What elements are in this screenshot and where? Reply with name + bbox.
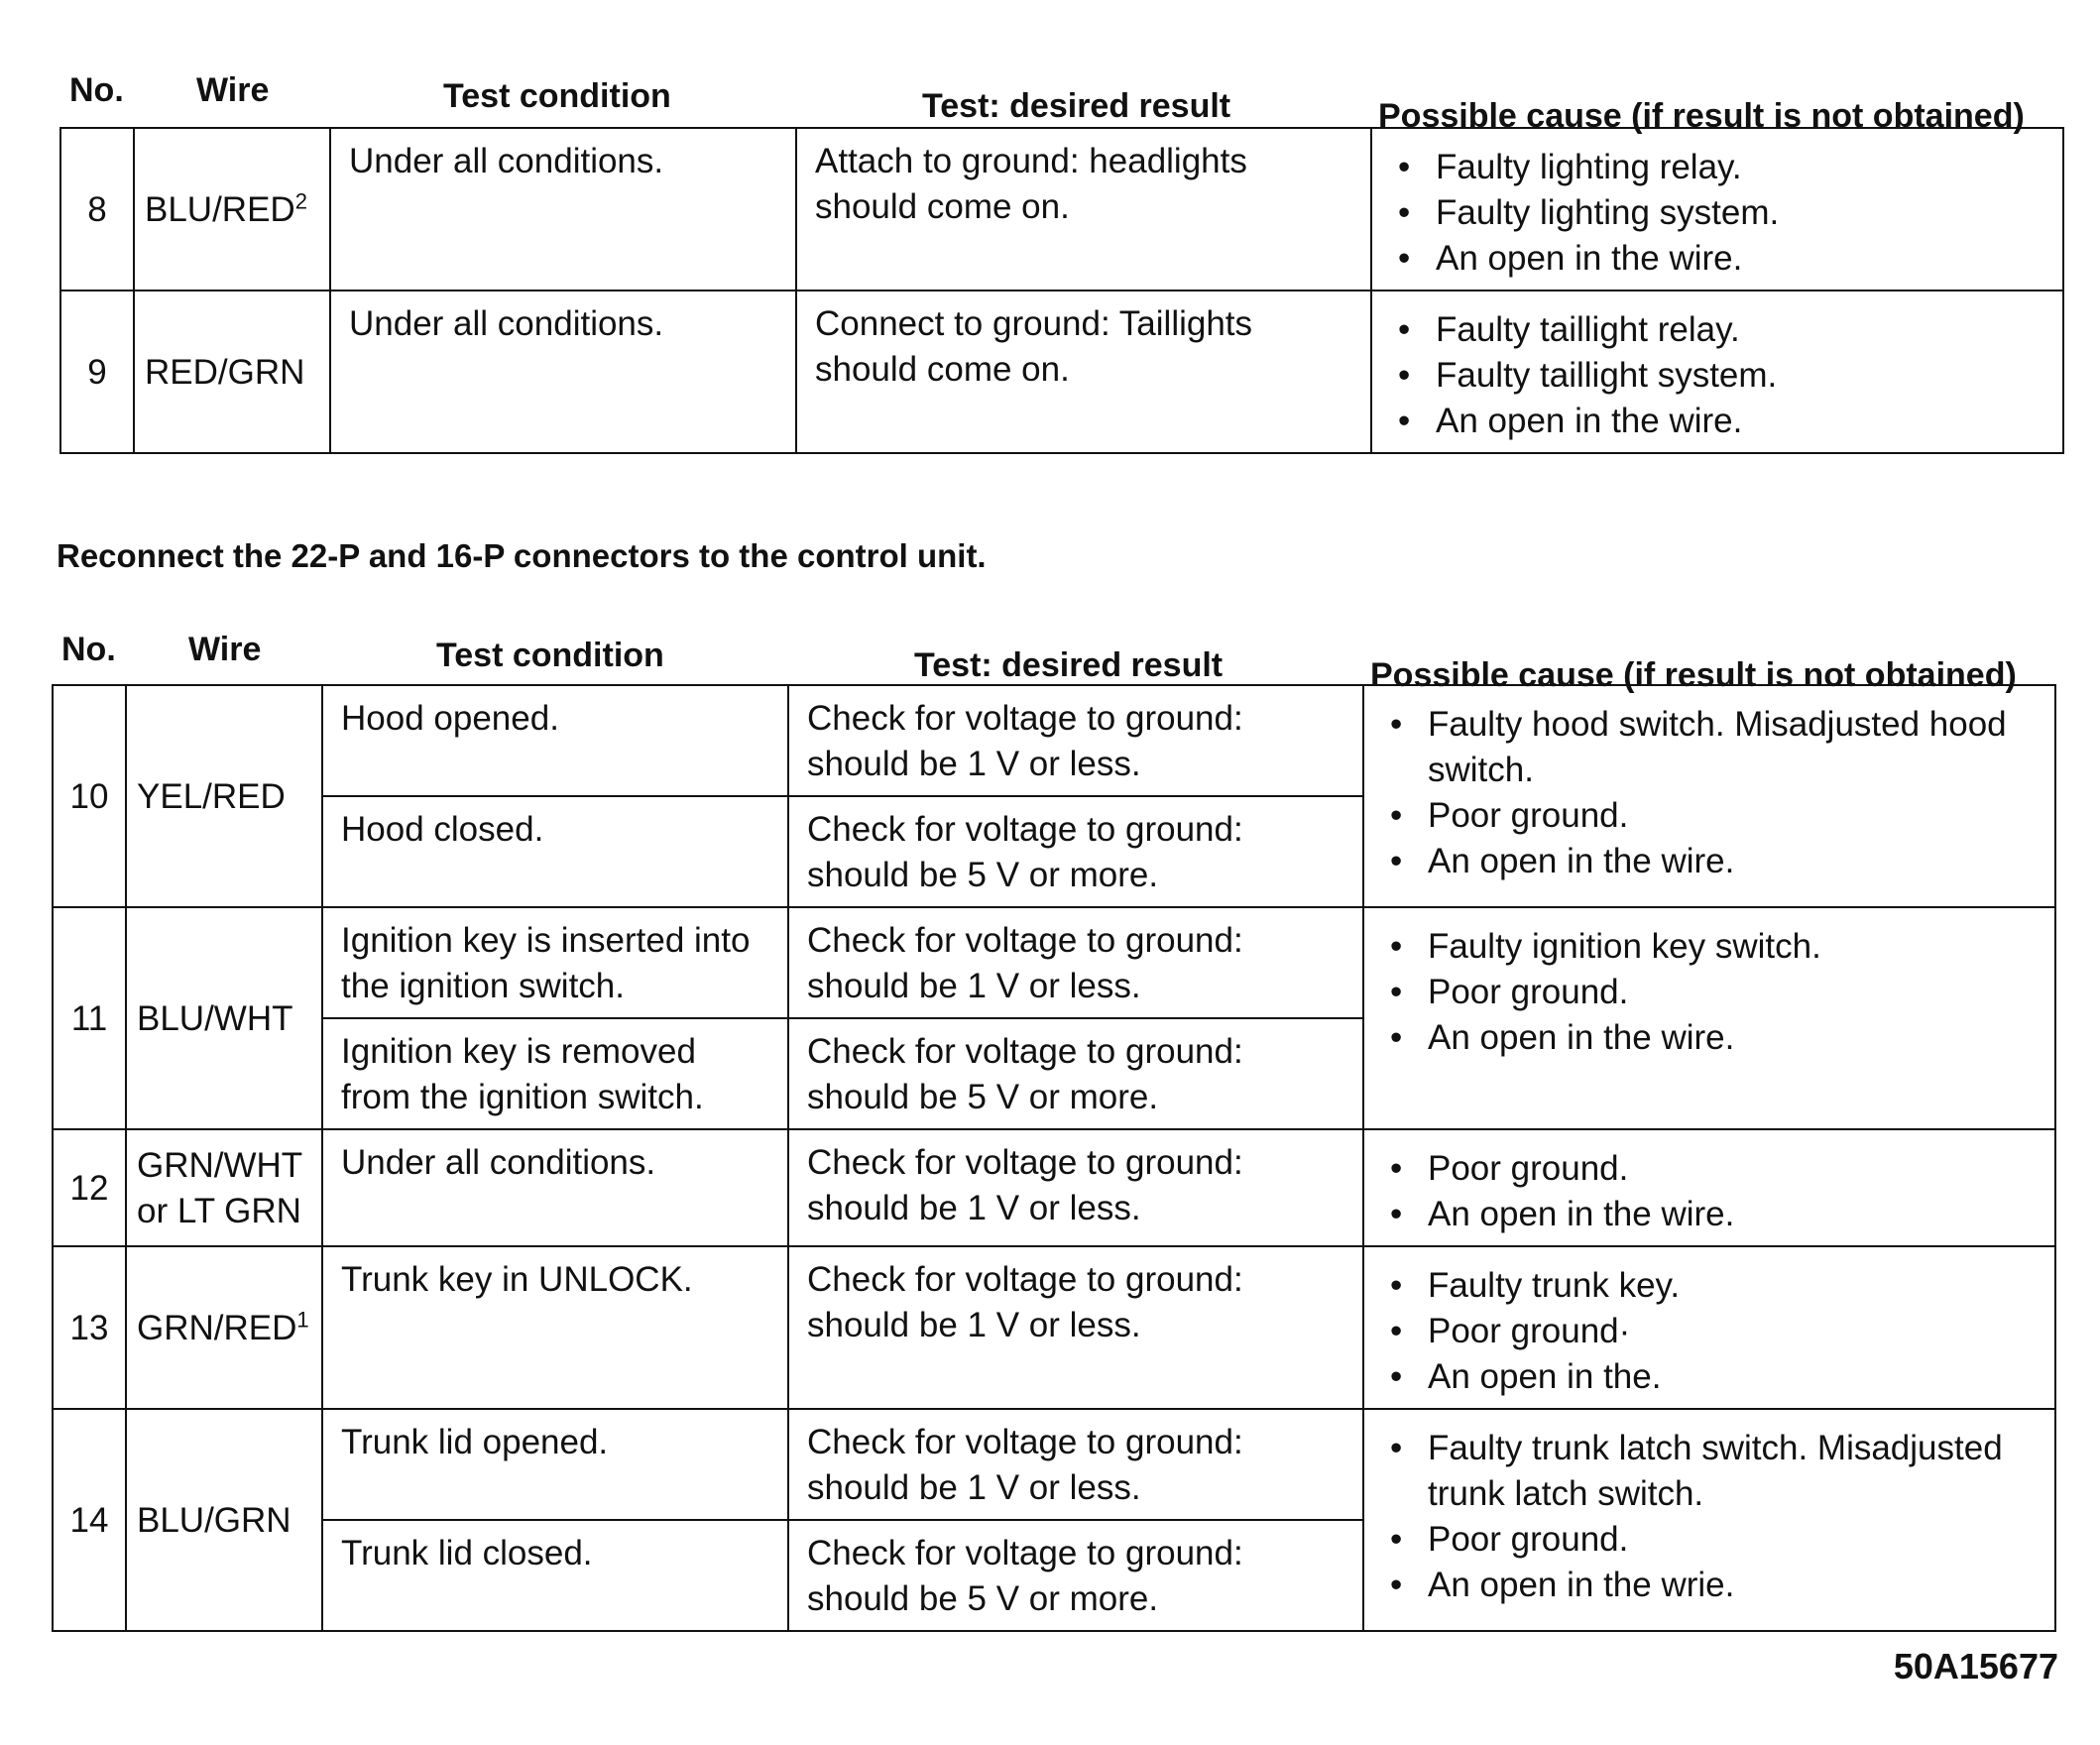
desired-result: Check for voltage to ground: should be 5 V or more. bbox=[788, 796, 1363, 907]
wire-color bbox=[126, 907, 322, 1129]
test-condition: Under all conditions. bbox=[322, 1129, 788, 1246]
possible-causes bbox=[1371, 291, 2063, 453]
possible-causes bbox=[1371, 128, 2063, 291]
desired-result: Check for voltage to ground: should be 1 V or less. bbox=[788, 1129, 1363, 1246]
cause-list bbox=[1390, 145, 2048, 282]
wire-label: YEL/RED bbox=[137, 777, 286, 816]
cause-item: • Faulty hood switch. Misadjusted hood switch. bbox=[1382, 702, 2041, 793]
table-row bbox=[60, 291, 2063, 453]
table-row bbox=[53, 1129, 2055, 1246]
cause-list bbox=[1382, 1263, 2041, 1400]
desired-result: Connect to ground: Taillights should come on. bbox=[796, 291, 1371, 453]
wire-label: RED/GRN bbox=[145, 353, 305, 392]
possible-causes bbox=[1363, 685, 2055, 907]
header-test-condition-2: Test condition bbox=[436, 637, 664, 674]
wire-label: GRN/WHT or LT GRN bbox=[137, 1146, 302, 1230]
wire-color bbox=[126, 1129, 322, 1246]
desired-result: Attach to ground: headlights should come on. bbox=[796, 128, 1371, 291]
test-condition: Ignition key is inserted into the ignition switch. bbox=[322, 907, 788, 1018]
figure-id: 50A15677 bbox=[1893, 1646, 2058, 1687]
cause-item: • An open in the wire. bbox=[1382, 1192, 2041, 1237]
cause-item: • Faulty trunk key. bbox=[1382, 1263, 2041, 1309]
row-number: 11 bbox=[53, 907, 126, 1129]
test-table-2 bbox=[52, 684, 2056, 1632]
desired-result: Check for voltage to ground: should be 1 V or less. bbox=[788, 1409, 1363, 1520]
wire-label: BLU/RED bbox=[145, 190, 295, 229]
desired-result: Check for voltage to ground: should be 1 V or less. bbox=[788, 1246, 1363, 1409]
cause-item: • Poor ground. bbox=[1382, 970, 2041, 1015]
cause-item: • Faulty lighting relay. bbox=[1390, 145, 2048, 190]
desired-result: Check for voltage to ground: should be 1 V or less. bbox=[788, 907, 1363, 1018]
wire-footnote: 2 bbox=[294, 188, 307, 214]
wire-color bbox=[126, 1246, 322, 1409]
cause-item: • An open in the wire. bbox=[1390, 399, 2048, 444]
desired-result: Check for voltage to ground: should be 1 V or less. bbox=[788, 685, 1363, 796]
cause-item: • Faulty taillight relay. bbox=[1390, 307, 2048, 353]
cause-item: • An open in the wrie. bbox=[1382, 1563, 2041, 1608]
header-desired-result-2: Test: desired result bbox=[914, 646, 1224, 684]
wire-label: BLU/WHT bbox=[137, 999, 293, 1038]
cause-list bbox=[1390, 307, 2048, 444]
test-condition: Trunk lid closed. bbox=[322, 1520, 788, 1631]
cause-list bbox=[1382, 1146, 2041, 1237]
wire-color bbox=[134, 291, 330, 453]
row-number: 8 bbox=[60, 128, 134, 291]
test-table-1 bbox=[59, 127, 2064, 454]
cause-item: • Poor ground. bbox=[1382, 1517, 2041, 1563]
header-test-condition: Test condition bbox=[443, 77, 671, 115]
wire-label: BLU/GRN bbox=[137, 1501, 292, 1540]
header-possible-cause: Possible cause (if result is not obtained) bbox=[1378, 97, 2025, 135]
cause-item: • An open in the. bbox=[1382, 1354, 2041, 1400]
test-condition: Trunk lid opened. bbox=[322, 1409, 788, 1520]
table-row bbox=[53, 907, 2055, 1018]
possible-causes bbox=[1363, 1409, 2055, 1631]
cause-item: • Faulty taillight system. bbox=[1390, 353, 2048, 399]
header-no-2: No. bbox=[61, 631, 116, 668]
header-no: No. bbox=[69, 71, 124, 109]
table-row bbox=[60, 128, 2063, 291]
cause-item: • An open in the wire. bbox=[1390, 236, 2048, 282]
header-possible-cause-2: Possible cause (if result is not obtained) bbox=[1370, 656, 2017, 694]
test-condition: Under all conditions. bbox=[330, 128, 796, 291]
header-desired-result: Test: desired result bbox=[922, 87, 1231, 125]
cause-item: • Poor ground. bbox=[1382, 1146, 2041, 1192]
cause-item: • Faulty lighting system. bbox=[1390, 190, 2048, 236]
wire-footnote: 1 bbox=[296, 1307, 309, 1333]
test-condition: Trunk key in UNLOCK. bbox=[322, 1246, 788, 1409]
cause-item: • An open in the wire. bbox=[1382, 1015, 2041, 1061]
table-row bbox=[53, 1409, 2055, 1520]
cause-item: • Faulty ignition key switch. bbox=[1382, 924, 2041, 970]
desired-result: Check for voltage to ground: should be 5 V or more. bbox=[788, 1018, 1363, 1129]
cause-item: • Poor ground· bbox=[1382, 1309, 2041, 1354]
row-number: 9 bbox=[60, 291, 134, 453]
row-number: 12 bbox=[53, 1129, 126, 1246]
possible-causes bbox=[1363, 1246, 2055, 1409]
row-number: 13 bbox=[53, 1246, 126, 1409]
wire-label: GRN/RED bbox=[137, 1309, 297, 1347]
cause-item: • Faulty trunk latch switch. Misadjusted trunk latch switch. bbox=[1382, 1426, 2041, 1517]
cause-list bbox=[1382, 702, 2041, 884]
possible-causes bbox=[1363, 907, 2055, 1129]
table-row bbox=[53, 1246, 2055, 1409]
cause-item: • An open in the wire. bbox=[1382, 839, 2041, 884]
test-condition: Ignition key is removed from the ignition switch. bbox=[322, 1018, 788, 1129]
reconnect-note: Reconnect the 22-P and 16-P connectors to the control unit. bbox=[57, 537, 987, 574]
desired-result: Check for voltage to ground: should be 5 V or more. bbox=[788, 1520, 1363, 1631]
table-row bbox=[53, 685, 2055, 796]
test-condition: Hood closed. bbox=[322, 796, 788, 907]
test-condition: Under all conditions. bbox=[330, 291, 796, 453]
wire-color bbox=[134, 128, 330, 291]
test-condition: Hood opened. bbox=[322, 685, 788, 796]
possible-causes bbox=[1363, 1129, 2055, 1246]
wire-color bbox=[126, 1409, 322, 1631]
row-number: 10 bbox=[53, 685, 126, 907]
wire-color bbox=[126, 685, 322, 907]
header-wire: Wire bbox=[196, 71, 270, 109]
cause-list bbox=[1382, 924, 2041, 1061]
cause-item: • Poor ground. bbox=[1382, 793, 2041, 839]
header-wire-2: Wire bbox=[188, 631, 262, 668]
row-number: 14 bbox=[53, 1409, 126, 1631]
cause-list bbox=[1382, 1426, 2041, 1608]
